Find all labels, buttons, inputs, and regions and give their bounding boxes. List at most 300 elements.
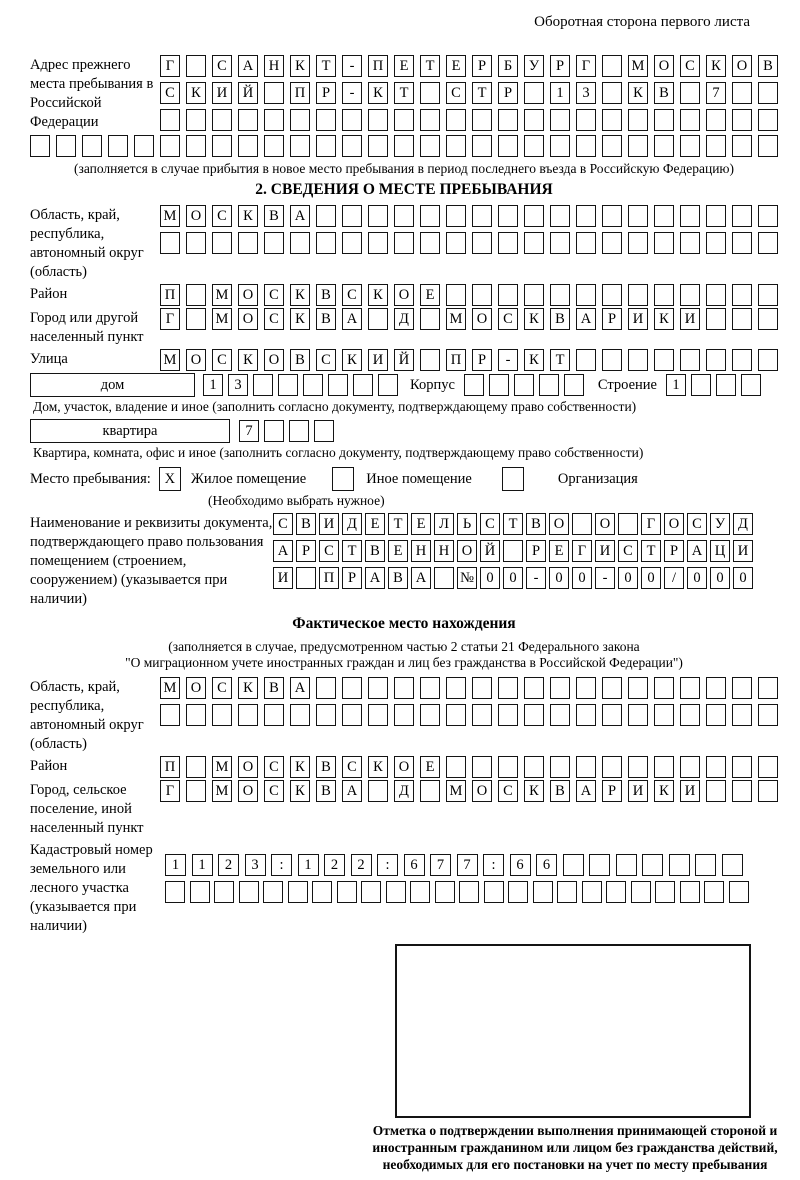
char-box[interactable] xyxy=(732,677,752,699)
char-box[interactable]: Т xyxy=(472,82,492,104)
char-box[interactable] xyxy=(628,205,648,227)
char-box[interactable]: Т xyxy=(316,55,336,77)
char-box[interactable] xyxy=(186,284,206,306)
char-box[interactable]: М xyxy=(212,756,232,778)
char-box[interactable]: А xyxy=(576,780,596,802)
char-box[interactable] xyxy=(563,854,584,876)
char-box[interactable] xyxy=(654,205,674,227)
char-box[interactable]: И xyxy=(680,308,700,330)
char-box[interactable]: О xyxy=(394,756,414,778)
char-box[interactable] xyxy=(212,232,232,254)
char-box[interactable] xyxy=(576,205,596,227)
char-box[interactable] xyxy=(30,135,50,157)
char-box[interactable] xyxy=(680,232,700,254)
char-box[interactable] xyxy=(264,109,284,131)
char-box[interactable]: К xyxy=(706,55,726,77)
char-box[interactable] xyxy=(503,540,523,562)
char-box[interactable]: : xyxy=(377,854,398,876)
char-box[interactable] xyxy=(489,374,509,396)
char-box[interactable] xyxy=(263,881,283,903)
char-box[interactable] xyxy=(572,513,592,535)
char-box[interactable] xyxy=(602,82,622,104)
char-box[interactable] xyxy=(524,756,544,778)
char-box[interactable] xyxy=(758,704,778,726)
char-box[interactable] xyxy=(582,881,602,903)
checkbox-organization[interactable] xyxy=(502,467,524,491)
char-box[interactable] xyxy=(706,232,726,254)
char-box[interactable]: Г xyxy=(572,540,592,562)
char-box[interactable] xyxy=(498,677,518,699)
char-box[interactable] xyxy=(602,284,622,306)
char-box[interactable] xyxy=(732,780,752,802)
char-box[interactable] xyxy=(602,205,622,227)
char-box[interactable] xyxy=(316,704,336,726)
char-box[interactable]: О xyxy=(472,308,492,330)
char-box[interactable] xyxy=(472,205,492,227)
char-box[interactable] xyxy=(446,704,466,726)
char-box[interactable]: Р xyxy=(602,308,622,330)
char-box[interactable]: У xyxy=(710,513,730,535)
char-box[interactable] xyxy=(134,135,154,157)
char-box[interactable] xyxy=(288,881,308,903)
char-box[interactable]: Т xyxy=(388,513,408,535)
char-box[interactable] xyxy=(316,135,336,157)
char-box[interactable]: О xyxy=(264,349,284,371)
char-box[interactable]: К xyxy=(238,677,258,699)
char-box[interactable] xyxy=(446,135,466,157)
char-box[interactable]: : xyxy=(483,854,504,876)
char-box[interactable] xyxy=(729,881,749,903)
char-box[interactable] xyxy=(264,704,284,726)
char-box[interactable]: А xyxy=(342,308,362,330)
char-box[interactable]: С xyxy=(264,308,284,330)
char-box[interactable]: М xyxy=(160,205,180,227)
char-box[interactable] xyxy=(514,374,534,396)
char-box[interactable] xyxy=(576,109,596,131)
char-box[interactable] xyxy=(524,205,544,227)
char-box[interactable] xyxy=(290,704,310,726)
char-box[interactable]: О xyxy=(595,513,615,535)
char-box[interactable] xyxy=(524,82,544,104)
char-box[interactable]: К xyxy=(524,780,544,802)
char-box[interactable] xyxy=(706,756,726,778)
char-box[interactable] xyxy=(361,881,381,903)
char-box[interactable] xyxy=(264,135,284,157)
char-box[interactable] xyxy=(394,109,414,131)
char-box[interactable] xyxy=(654,109,674,131)
char-box[interactable]: С xyxy=(342,756,362,778)
char-box[interactable] xyxy=(446,677,466,699)
char-box[interactable]: 2 xyxy=(351,854,372,876)
char-box[interactable]: И xyxy=(368,349,388,371)
char-box[interactable] xyxy=(732,349,752,371)
char-box[interactable] xyxy=(576,349,596,371)
char-box[interactable] xyxy=(368,677,388,699)
char-box[interactable] xyxy=(420,82,440,104)
char-box[interactable] xyxy=(368,109,388,131)
char-box[interactable] xyxy=(533,881,553,903)
char-box[interactable] xyxy=(342,205,362,227)
char-box[interactable]: Г xyxy=(160,55,180,77)
char-box[interactable] xyxy=(342,232,362,254)
char-box[interactable]: Е xyxy=(420,756,440,778)
char-box[interactable] xyxy=(524,284,544,306)
char-box[interactable] xyxy=(716,374,736,396)
char-box[interactable] xyxy=(368,704,388,726)
char-box[interactable] xyxy=(576,677,596,699)
char-box[interactable] xyxy=(680,677,700,699)
char-box[interactable]: Р xyxy=(296,540,316,562)
char-box[interactable]: Е xyxy=(365,513,385,535)
char-box[interactable]: Т xyxy=(420,55,440,77)
char-box[interactable]: Д xyxy=(342,513,362,535)
char-box[interactable] xyxy=(82,135,102,157)
char-box[interactable] xyxy=(212,109,232,131)
char-box[interactable]: А xyxy=(290,677,310,699)
char-box[interactable]: С xyxy=(498,308,518,330)
char-box[interactable]: М xyxy=(212,284,232,306)
char-box[interactable] xyxy=(732,135,752,157)
char-box[interactable]: Г xyxy=(160,308,180,330)
char-box[interactable]: О xyxy=(238,284,258,306)
char-box[interactable] xyxy=(550,704,570,726)
char-box[interactable]: 6 xyxy=(510,854,531,876)
char-box[interactable]: 3 xyxy=(228,374,248,396)
char-box[interactable] xyxy=(655,881,675,903)
char-box[interactable] xyxy=(550,284,570,306)
char-box[interactable]: К xyxy=(524,308,544,330)
char-box[interactable] xyxy=(732,205,752,227)
char-box[interactable] xyxy=(732,756,752,778)
char-box[interactable] xyxy=(394,677,414,699)
checkbox-residential[interactable]: X xyxy=(159,467,181,491)
char-box[interactable]: В xyxy=(550,780,570,802)
char-box[interactable]: : xyxy=(271,854,292,876)
char-box[interactable] xyxy=(420,232,440,254)
char-box[interactable]: Й xyxy=(238,82,258,104)
char-box[interactable] xyxy=(464,374,484,396)
char-box[interactable] xyxy=(186,55,206,77)
char-box[interactable]: Ц xyxy=(710,540,730,562)
char-box[interactable] xyxy=(186,308,206,330)
char-box[interactable]: И xyxy=(628,308,648,330)
char-box[interactable]: К xyxy=(290,756,310,778)
char-box[interactable] xyxy=(758,308,778,330)
char-box[interactable] xyxy=(589,854,610,876)
char-box[interactable] xyxy=(316,232,336,254)
char-box[interactable]: 0 xyxy=(710,567,730,589)
char-box[interactable] xyxy=(732,82,752,104)
char-box[interactable] xyxy=(758,135,778,157)
char-box[interactable]: О xyxy=(238,756,258,778)
char-box[interactable] xyxy=(498,704,518,726)
char-box[interactable] xyxy=(472,109,492,131)
char-box[interactable] xyxy=(732,232,752,254)
char-box[interactable] xyxy=(628,756,648,778)
char-box[interactable]: Б xyxy=(498,55,518,77)
char-box[interactable]: Е xyxy=(446,55,466,77)
char-box[interactable]: Д xyxy=(394,780,414,802)
char-box[interactable]: В xyxy=(526,513,546,535)
char-box[interactable]: Н xyxy=(264,55,284,77)
char-box[interactable] xyxy=(337,881,357,903)
char-box[interactable]: П xyxy=(319,567,339,589)
char-box[interactable] xyxy=(732,704,752,726)
char-box[interactable]: - xyxy=(498,349,518,371)
char-box[interactable] xyxy=(498,109,518,131)
char-box[interactable]: Р xyxy=(602,780,622,802)
char-box[interactable] xyxy=(654,677,674,699)
char-box[interactable] xyxy=(602,109,622,131)
char-box[interactable]: А xyxy=(687,540,707,562)
char-box[interactable] xyxy=(654,704,674,726)
char-box[interactable] xyxy=(576,756,596,778)
char-box[interactable] xyxy=(108,135,128,157)
char-box[interactable] xyxy=(524,135,544,157)
char-box[interactable] xyxy=(706,677,726,699)
char-box[interactable]: К xyxy=(186,82,206,104)
char-box[interactable]: А xyxy=(342,780,362,802)
checkbox-other-premises[interactable] xyxy=(332,467,354,491)
char-box[interactable] xyxy=(680,205,700,227)
char-box[interactable] xyxy=(628,109,648,131)
char-box[interactable] xyxy=(550,205,570,227)
char-box[interactable]: 0 xyxy=(549,567,569,589)
char-box[interactable] xyxy=(368,135,388,157)
char-box[interactable]: Т xyxy=(503,513,523,535)
char-box[interactable]: 7 xyxy=(457,854,478,876)
char-box[interactable] xyxy=(550,109,570,131)
char-box[interactable]: В xyxy=(316,284,336,306)
char-box[interactable] xyxy=(557,881,577,903)
char-box[interactable]: 3 xyxy=(576,82,596,104)
char-box[interactable]: 7 xyxy=(706,82,726,104)
char-box[interactable] xyxy=(186,756,206,778)
char-box[interactable]: С xyxy=(342,284,362,306)
char-box[interactable] xyxy=(446,205,466,227)
char-box[interactable] xyxy=(680,109,700,131)
char-box[interactable] xyxy=(680,881,700,903)
char-box[interactable]: Р xyxy=(472,349,492,371)
char-box[interactable] xyxy=(732,109,752,131)
char-box[interactable]: Й xyxy=(480,540,500,562)
char-box[interactable] xyxy=(472,284,492,306)
char-box[interactable] xyxy=(550,232,570,254)
char-box[interactable]: 1 xyxy=(298,854,319,876)
char-box[interactable]: 0 xyxy=(641,567,661,589)
char-box[interactable] xyxy=(576,704,596,726)
char-box[interactable]: К xyxy=(290,55,310,77)
char-box[interactable]: Т xyxy=(394,82,414,104)
char-box[interactable] xyxy=(394,135,414,157)
char-box[interactable] xyxy=(706,780,726,802)
char-box[interactable]: Р xyxy=(316,82,336,104)
char-box[interactable]: Т xyxy=(342,540,362,562)
char-box[interactable] xyxy=(680,135,700,157)
char-box[interactable]: М xyxy=(212,780,232,802)
char-box[interactable]: С xyxy=(480,513,500,535)
char-box[interactable] xyxy=(160,232,180,254)
char-box[interactable] xyxy=(420,135,440,157)
char-box[interactable] xyxy=(238,109,258,131)
char-box[interactable]: 0 xyxy=(480,567,500,589)
char-box[interactable]: Е xyxy=(388,540,408,562)
char-box[interactable]: 6 xyxy=(536,854,557,876)
char-box[interactable] xyxy=(342,109,362,131)
char-box[interactable] xyxy=(706,109,726,131)
char-box[interactable] xyxy=(732,284,752,306)
char-box[interactable]: П xyxy=(446,349,466,371)
char-box[interactable]: В xyxy=(365,540,385,562)
char-box[interactable]: К xyxy=(654,780,674,802)
char-box[interactable] xyxy=(290,109,310,131)
char-box[interactable] xyxy=(680,349,700,371)
char-box[interactable] xyxy=(576,284,596,306)
char-box[interactable]: М xyxy=(212,308,232,330)
char-box[interactable] xyxy=(472,704,492,726)
char-box[interactable] xyxy=(160,704,180,726)
char-box[interactable] xyxy=(314,420,334,442)
char-box[interactable]: С xyxy=(212,349,232,371)
char-box[interactable] xyxy=(498,135,518,157)
char-box[interactable] xyxy=(472,756,492,778)
char-box[interactable] xyxy=(253,374,273,396)
char-box[interactable] xyxy=(472,677,492,699)
char-box[interactable] xyxy=(602,135,622,157)
char-box[interactable]: № xyxy=(457,567,477,589)
char-box[interactable] xyxy=(524,677,544,699)
char-box[interactable]: И xyxy=(273,567,293,589)
char-box[interactable]: Й xyxy=(394,349,414,371)
char-box[interactable] xyxy=(342,135,362,157)
char-box[interactable] xyxy=(524,232,544,254)
char-box[interactable] xyxy=(706,284,726,306)
char-box[interactable]: С xyxy=(618,540,638,562)
char-box[interactable] xyxy=(691,374,711,396)
char-box[interactable]: 1 xyxy=(666,374,686,396)
char-box[interactable]: Е xyxy=(420,284,440,306)
char-box[interactable]: - xyxy=(342,55,362,77)
char-box[interactable]: К xyxy=(238,205,258,227)
char-box[interactable]: Ь xyxy=(457,513,477,535)
char-box[interactable]: / xyxy=(664,567,684,589)
char-box[interactable]: В xyxy=(388,567,408,589)
char-box[interactable]: 7 xyxy=(430,854,451,876)
char-box[interactable]: 0 xyxy=(572,567,592,589)
char-box[interactable]: С xyxy=(212,677,232,699)
char-box[interactable] xyxy=(706,349,726,371)
char-box[interactable] xyxy=(564,374,584,396)
char-box[interactable] xyxy=(680,756,700,778)
char-box[interactable] xyxy=(368,232,388,254)
char-box[interactable]: 1 xyxy=(203,374,223,396)
char-box[interactable]: 2 xyxy=(218,854,239,876)
char-box[interactable] xyxy=(576,135,596,157)
char-box[interactable]: А xyxy=(365,567,385,589)
char-box[interactable] xyxy=(459,881,479,903)
char-box[interactable]: Р xyxy=(664,540,684,562)
char-box[interactable]: В xyxy=(264,677,284,699)
char-box[interactable]: В xyxy=(316,756,336,778)
char-box[interactable] xyxy=(576,232,596,254)
char-box[interactable] xyxy=(758,780,778,802)
char-box[interactable]: А xyxy=(238,55,258,77)
char-box[interactable] xyxy=(602,704,622,726)
char-box[interactable]: С xyxy=(498,780,518,802)
char-box[interactable]: О xyxy=(664,513,684,535)
char-box[interactable] xyxy=(498,284,518,306)
char-box[interactable]: И xyxy=(212,82,232,104)
char-box[interactable]: - xyxy=(595,567,615,589)
char-box[interactable] xyxy=(186,135,206,157)
char-box[interactable]: С xyxy=(319,540,339,562)
char-box[interactable] xyxy=(642,854,663,876)
char-box[interactable] xyxy=(602,756,622,778)
char-box[interactable] xyxy=(239,881,259,903)
char-box[interactable]: Р xyxy=(526,540,546,562)
char-box[interactable] xyxy=(264,232,284,254)
char-box[interactable]: С xyxy=(264,284,284,306)
char-box[interactable]: К xyxy=(342,349,362,371)
char-box[interactable]: Д xyxy=(733,513,753,535)
char-box[interactable]: И xyxy=(319,513,339,535)
char-box[interactable] xyxy=(264,420,284,442)
char-box[interactable]: Д xyxy=(394,308,414,330)
char-box[interactable] xyxy=(758,205,778,227)
char-box[interactable]: К xyxy=(368,284,388,306)
char-box[interactable] xyxy=(368,205,388,227)
char-box[interactable] xyxy=(550,677,570,699)
char-box[interactable] xyxy=(508,881,528,903)
char-box[interactable]: 2 xyxy=(324,854,345,876)
char-box[interactable]: Н xyxy=(434,540,454,562)
char-box[interactable] xyxy=(498,232,518,254)
char-box[interactable]: П xyxy=(160,756,180,778)
char-box[interactable] xyxy=(602,232,622,254)
char-box[interactable]: Т xyxy=(641,540,661,562)
char-box[interactable] xyxy=(342,704,362,726)
char-box[interactable] xyxy=(706,308,726,330)
char-box[interactable] xyxy=(446,284,466,306)
char-box[interactable] xyxy=(386,881,406,903)
char-box[interactable]: У xyxy=(524,55,544,77)
char-box[interactable] xyxy=(654,232,674,254)
char-box[interactable]: 0 xyxy=(733,567,753,589)
char-box[interactable]: 0 xyxy=(503,567,523,589)
char-box[interactable]: О xyxy=(238,780,258,802)
char-box[interactable]: В xyxy=(316,780,336,802)
char-box[interactable]: М xyxy=(628,55,648,77)
char-box[interactable] xyxy=(186,704,206,726)
char-box[interactable] xyxy=(238,704,258,726)
char-box[interactable] xyxy=(654,284,674,306)
char-box[interactable] xyxy=(706,704,726,726)
char-box[interactable] xyxy=(420,780,440,802)
char-box[interactable] xyxy=(342,677,362,699)
char-box[interactable]: Е xyxy=(411,513,431,535)
char-box[interactable]: К xyxy=(368,82,388,104)
char-box[interactable] xyxy=(722,854,743,876)
char-box[interactable] xyxy=(312,881,332,903)
char-box[interactable] xyxy=(290,232,310,254)
char-box[interactable]: О xyxy=(457,540,477,562)
char-box[interactable] xyxy=(680,82,700,104)
char-box[interactable] xyxy=(628,135,648,157)
char-box[interactable] xyxy=(446,109,466,131)
char-box[interactable]: Р xyxy=(498,82,518,104)
char-box[interactable] xyxy=(160,135,180,157)
char-box[interactable]: К xyxy=(654,308,674,330)
